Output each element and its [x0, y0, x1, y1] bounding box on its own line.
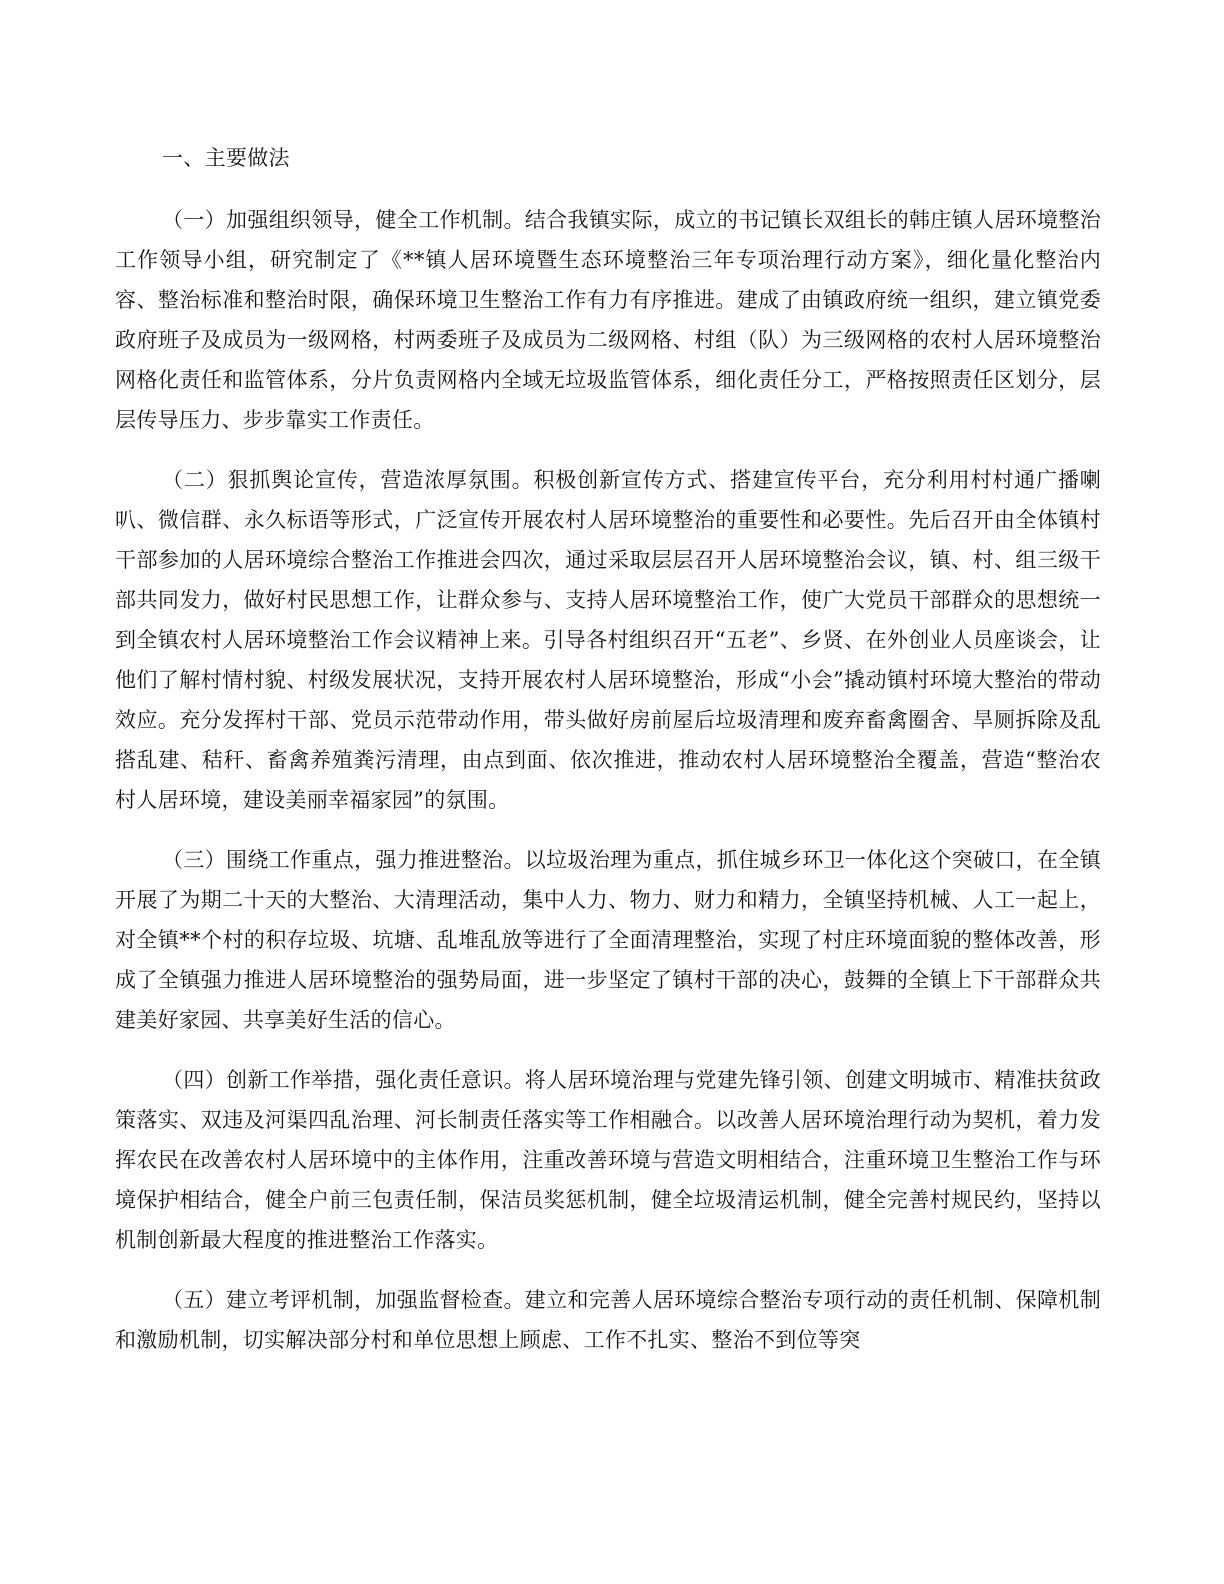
section-heading: 一、主要做法 — [162, 146, 290, 170]
document-body — [115, 138, 1101, 1380]
paragraph-3: （三）围绕工作重点，强力推进整治。以垃圾治理为重点，抓住城乡环卫一体化这个突破口，在全镇开展了为期二十天的大整治、大清理活动，集中人力、物力、财力和精力，全镇坚持机械、人工一起上，对全镇**个村的积存垃圾、坑塘、乱堆乱放等进行了全面清理整治，实现了村庄环境面貌的整体改善，形成了全镇强力推进人居环境整治的强势局面，进一步坚定了镇村干部的决心，鼓舞的全镇上下干部群众共建美好家园、共享美好生活的信心。 — [115, 848, 1101, 1032]
paragraph-2: （二）狠抓舆论宣传，营造浓厚氛围。积极创新宣传方式、搭建宣传平台，充分利用村村通广播喇叭、微信群、永久标语等形式，广泛宣传开展农村人居环境整治的重要性和必要性。先后召开由全体镇村干部参加的人居环境综合整治工作推进会四次，通过采取层层召开人居环境整治会议，镇、村、组三级干部共同发力，做好村民思想工作，让群众参与、支持人居环境整治工作，使广大党员干部群众的思想统一到全镇农村人居环境整治工作会议精神上来。引导各村组织召开“五老”、乡贤、在外创业人员座谈会，让他们了解村情村貌、村级发展状况，支持开展农村人居环境整治，形成“小会”撬动镇村环境大整治的带动效应。充分发挥村干部、党员示范带动作用，带头做好房前屋后垃圾清理和废弃畜禽圈舍、旱厕拆除及乱搭乱建、秸秆、畜禽养殖粪污清理，由点到面、依次推进，推动农村人居环境整治全覆盖，营造“整治农村人居环境，建设美丽幸福家园”的氛围。 — [115, 468, 1101, 812]
paragraph-1: （一）加强组织领导，健全工作机制。结合我镇实际，成立的书记镇长双组长的韩庄镇人居环境整治工作领导小组，研究制定了《**镇人居环境暨生态环境整治三年专项治理行动方案》，细化量化整治内容、整治标准和整治时限，确保环境卫生整治工作有力有序推进。建成了由镇政府统一组织，建立镇党委政府班子及成员为一级网格，村两委班子及成员为二级网格、村组（队）为三级网格的农村人居环境整治网格化责任和监管体系，分片负责网格内全域无垃圾监管体系，细化责任分工，严格按照责任区划分，层层传导压力、步步靠实工作责任。 — [115, 208, 1101, 432]
paragraph-5: （五）建立考评机制，加强监督检查。建立和完善人居环境综合整治专项行动的责任机制、保障机制和激励机制，切实解决部分村和单位思想上顾虑、工作不扎实、整治不到位等突 — [115, 1288, 1101, 1352]
paragraph-4: （四）创新工作举措，强化责任意识。将人居环境治理与党建先锋引领、创建文明城市、精准扶贫政策落实、双违及河渠四乱治理、河长制责任落实等工作相融合。以改善人居环境治理行动为契机，着力发挥农民在改善农村人居环境中的主体作用，注重改善环境与营造文明相结合，注重环境卫生整治工作与环境保护相结合，健全户前三包责任制，保洁员奖惩机制，健全垃圾清运机制，健全完善村规民约，坚持以机制创新最大程度的推进整治工作落实。 — [115, 1068, 1101, 1252]
